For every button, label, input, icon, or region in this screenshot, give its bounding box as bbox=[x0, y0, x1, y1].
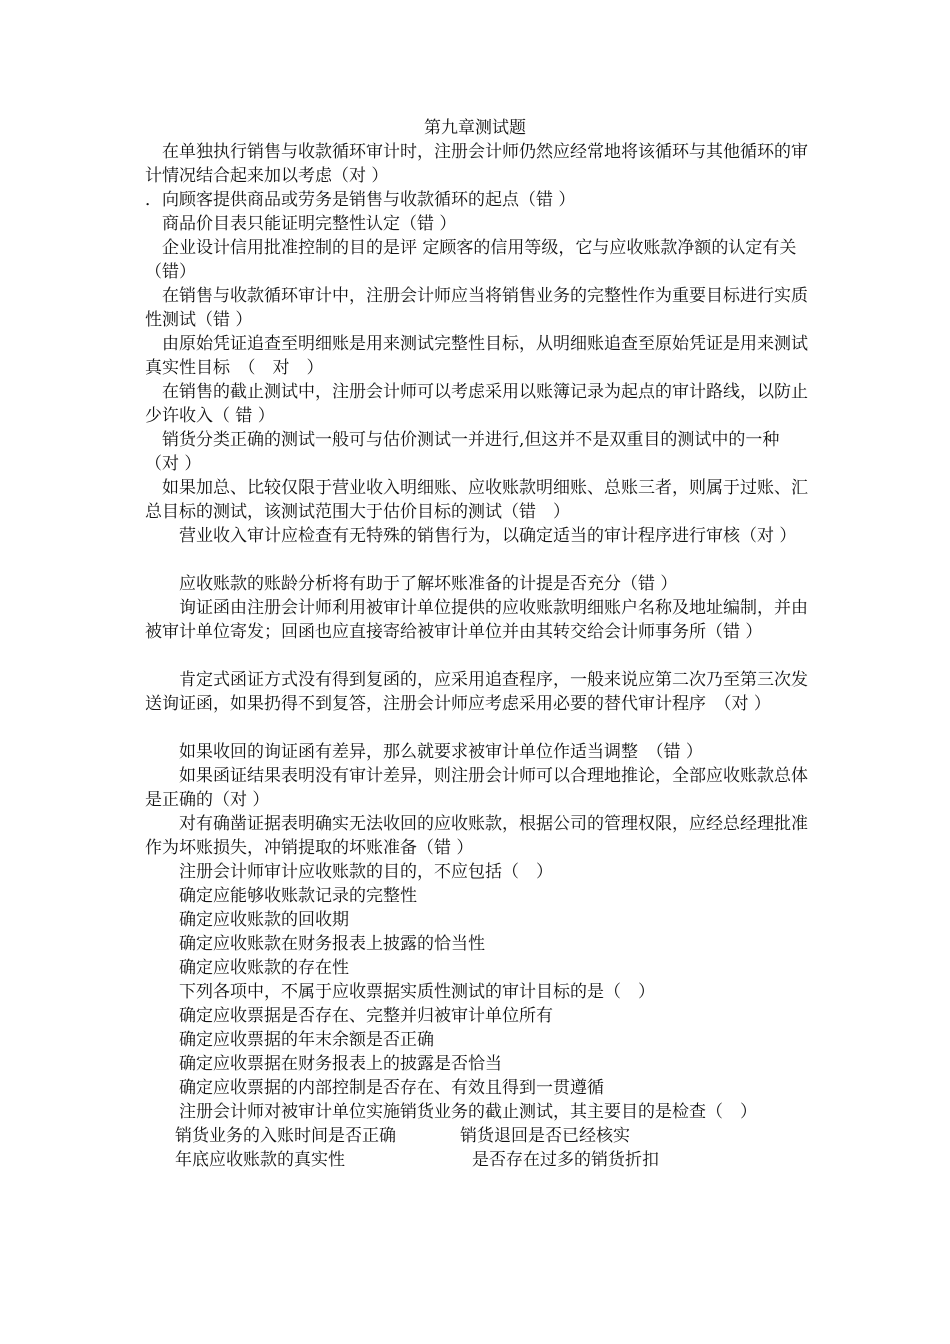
paragraph: 确定应收票据是否存在、完整并归被审计单位所有 bbox=[145, 1006, 553, 1026]
paragraph: 营业收入审计应检查有无特殊的销售行为，以确定适当的审计程序进行审核（对 ） bbox=[145, 526, 797, 546]
paragraph: 对有确凿证据表明确实无法收回的应收账款，根据公司的管理权限，应经总经理批准作为坏账损失，冲销提取的坏账准备（错 ） bbox=[145, 814, 808, 858]
paragraph: 确定应收票据的年末余额是否正确 bbox=[145, 1030, 434, 1050]
option-a: 销货业务的入账时间是否正确 bbox=[175, 1126, 396, 1146]
paragraph: 确定应收票据在财务报表上的披露是否恰当 bbox=[145, 1054, 502, 1074]
paragraph: ．向顾客提供商品或劳务是销售与收款循环的起点（错 ） bbox=[145, 190, 576, 210]
paragraph: 注册会计师审计应收账款的目的，不应包括（ ） bbox=[145, 862, 553, 882]
paragraph: 确定应能够收账款记录的完整性 bbox=[145, 886, 417, 906]
option-b: 销货退回是否已经核实 bbox=[460, 1126, 630, 1146]
paragraph: 注册会计师对被审计单位实施销货业务的截止测试，其主要目的是检查（ ） bbox=[145, 1102, 757, 1122]
paragraph: 在单独执行销售与收款循环审计时，注册会计师仍然应经常地将该循环与其他循环的审计情况结合起来加以考虑（对 ） bbox=[145, 142, 808, 186]
paragraph: 询证函由注册会计师利用被审计单位提供的应收账款明细账户名称及地址编制，并由被审计单位寄发；回函也应直接寄给被审计单位并由其转交给会计师事务所（错 ） bbox=[145, 598, 808, 642]
paragraph: 在销售与收款循环审计中，注册会计师应当将销售业务的完整性作为重要目标进行实质性测试（错 ） bbox=[145, 286, 808, 330]
paragraph: 在销售的截止测试中，注册会计师可以考虑采用以账簿记录为起点的审计路线，以防止少许收入（ 错 ） bbox=[145, 382, 808, 426]
paragraph: 确定应收票据的内部控制是否存在、有效且得到一贯遵循 bbox=[145, 1078, 604, 1098]
page-title: 第九章测试题 bbox=[424, 118, 526, 138]
paragraph: 如果函证结果表明没有审计差异，则注册会计师可以合理地推论，全部应收账款总体是正确的（对 ） bbox=[145, 766, 808, 810]
option-c: 年底应收账款的真实性 bbox=[175, 1150, 345, 1170]
paragraph: 企业设计信用批准控制的目的是评 定顾客的信用等级，它与应收账款净额的认定有关（错） bbox=[145, 238, 797, 282]
paragraph: 确定应收账款的回收期 bbox=[145, 910, 349, 930]
paragraph: 销货分类正确的测试一般可与估价测试一并进行,但这并不是双重目的测试中的一种 （对 ） bbox=[145, 430, 797, 474]
paragraph: 如果收回的询证函有差异，那么就要求被审计单位作适当调整 （错 ） bbox=[145, 742, 703, 762]
paragraph: 肯定式函证方式没有得到复函的，应采用追查程序，一般来说应第二次乃至第三次发送询证函，如果扔得不到复答，注册会计师应考虑采用必要的替代审计程序 （对 ） bbox=[145, 670, 808, 714]
paragraph: 商品价目表只能证明完整性认定（错 ） bbox=[145, 214, 457, 234]
paragraph: 如果加总、比较仅限于营业收入明细账、应收账款明细账、总账三者，则属于过账、汇总目标的测试，该测试范围大于估价目标的测试（错 ） bbox=[145, 478, 808, 522]
paragraph: 由原始凭证追查至明细账是用来测试完整性目标，从明细账追查至原始凭证是用来测试真实性目标 （ 对 ） bbox=[145, 334, 808, 378]
option-d: 是否存在过多的销货折扣 bbox=[472, 1150, 659, 1170]
paragraph: 应收账款的账龄分析将有助于了解坏账准备的计提是否充分（错 ） bbox=[145, 574, 678, 594]
paragraph: 确定应收账款在财务报表上披露的恰当性 bbox=[145, 934, 485, 954]
paragraph: 下列各项中，不属于应收票据实质性测试的审计目标的是（ ） bbox=[145, 982, 655, 1002]
paragraph: 确定应收账款的存在性 bbox=[145, 958, 349, 978]
